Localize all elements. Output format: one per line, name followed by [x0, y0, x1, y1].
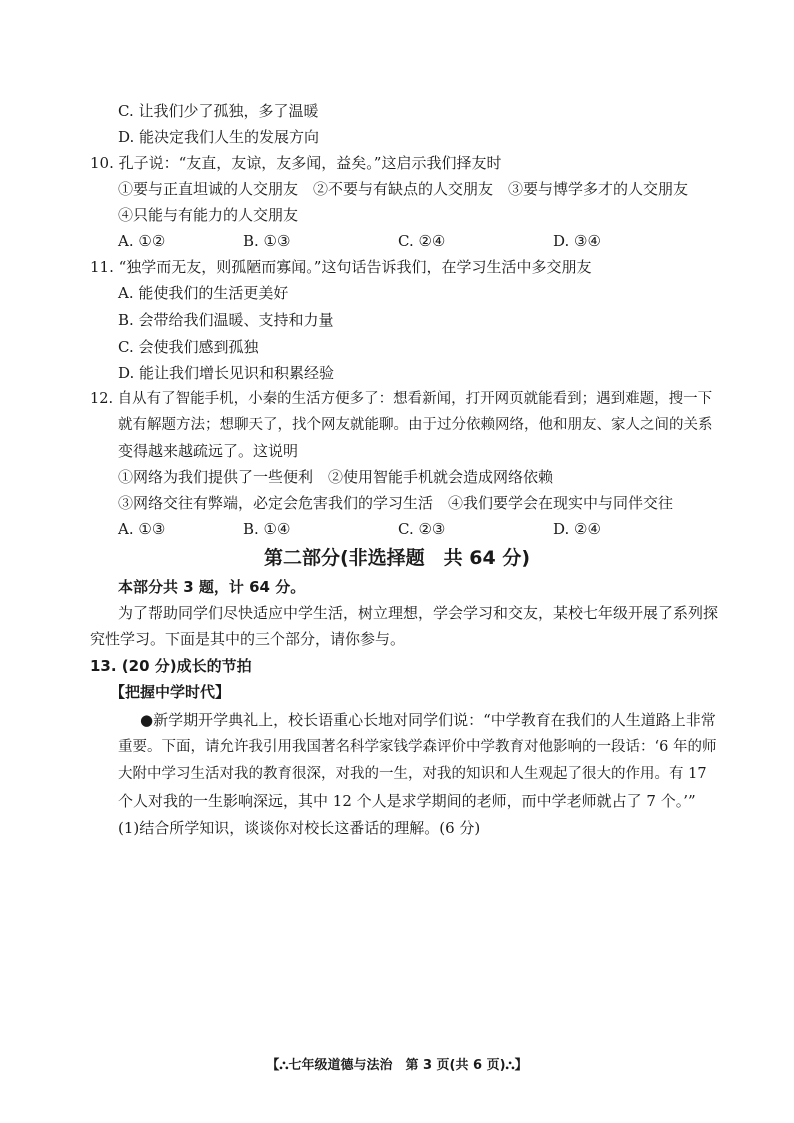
- q12-stem-line3: 变得越来越疏远了。这说明: [118, 442, 299, 460]
- q11-option-d: D. 能让我们增长见识和积累经验: [118, 364, 335, 382]
- q13-material-line2: 重要。下面，请允许我引用我国著名科学家钱学森评价中学教育对他影响的一段话：‘6 年的师: [118, 739, 717, 755]
- q13-material-line4: 个人对我的一生影响深远，其中 12 个人是求学期间的老师，而中学老师就占了 7 个。’”: [118, 792, 696, 810]
- q10-statements-line1: ①要与正直坦诚的人交朋友 ②不要与有缺点的人交朋友 ③要与博学多才的人交朋友: [118, 180, 689, 198]
- q9-option-c: C. 让我们少了孤独，多了温暖: [118, 102, 319, 120]
- q12-option-b: B. ①④: [243, 520, 291, 538]
- q11-stem: 11. “独学而无友，则孤陋而寡闻。”这句话告诉我们，在学习生活中多交朋友: [90, 258, 592, 276]
- q10-option-b: B. ①③: [243, 232, 291, 250]
- part2-title: 第二部分(非选择题 共 64 分): [263, 547, 531, 569]
- q12-option-c: C. ②③: [398, 520, 446, 538]
- q10-option-a: A. ①②: [118, 232, 166, 250]
- q9-option-d: D. 能决定我们人生的发展方向: [118, 128, 320, 146]
- q12-statements-line2: ③网络交往有弊端，必定会危害我们的学习生活 ④我们要学会在现实中与同伴交往: [118, 494, 674, 512]
- part2-note: 本部分共 3 题，计 64 分。: [118, 578, 306, 596]
- q13-material-line3: 大附中学习生活对我的教育很深，对我的一生，对我的知识和人生观起了很大的作用。有 17: [118, 766, 707, 782]
- q10-statements-line2: ④只能与有能力的人交朋友: [118, 206, 299, 224]
- part2-intro-line1: 为了帮助同学们尽快适应中学生活，树立理想，学会学习和交友，某校七年级开展了系列探: [118, 604, 719, 622]
- q10-option-c: C. ②④: [398, 232, 446, 250]
- q12-statements-line1: ①网络为我们提供了一些便利 ②使用智能手机就会造成网络依赖: [118, 468, 554, 486]
- page-footer: 【⛬七年级道德与法治 第 3 页(共 6 页)⛬】: [266, 1058, 528, 1073]
- q12-option-d: D. ②④: [553, 520, 601, 538]
- q13-section-heading: 【把握中学时代】: [110, 683, 231, 701]
- q13-stem: 13. (20 分)成长的节拍: [90, 657, 252, 675]
- q12-option-a: A. ①③: [118, 520, 166, 538]
- q11-option-c: C. 会使我们感到孤独: [118, 338, 259, 356]
- q11-option-a: A. 能使我们的生活更美好: [118, 284, 289, 302]
- part2-intro-line2: 究性学习。下面是其中的三个部分，请你参与。: [90, 630, 406, 648]
- q12-stem-line2: 就有解题方法；想聊天了，找个网友就能聊。由于过分依赖网络，他和朋友、家人之间的关系: [118, 417, 713, 433]
- q10-stem: 10. 孔子说：“友直，友谅，友多闻，益矣。”这启示我们择友时: [90, 154, 502, 172]
- q13-material-line1: ●新学期开学典礼上，校长语重心长地对同学们说：“中学教育在我们的人生道路上非常: [140, 711, 716, 729]
- q12-stem-line1: 12. 自从有了智能手机，小秦的生活方便多了：想看新闻，打开网页就能看到；遇到难题，搜一下: [90, 391, 713, 407]
- q11-option-b: B. 会带给我们温暖、支持和力量: [118, 311, 334, 329]
- q10-option-d: D. ③④: [553, 232, 601, 250]
- q13-subquestion-1: (1)结合所学知识，谈谈你对校长这番话的理解。(6 分): [118, 819, 481, 837]
